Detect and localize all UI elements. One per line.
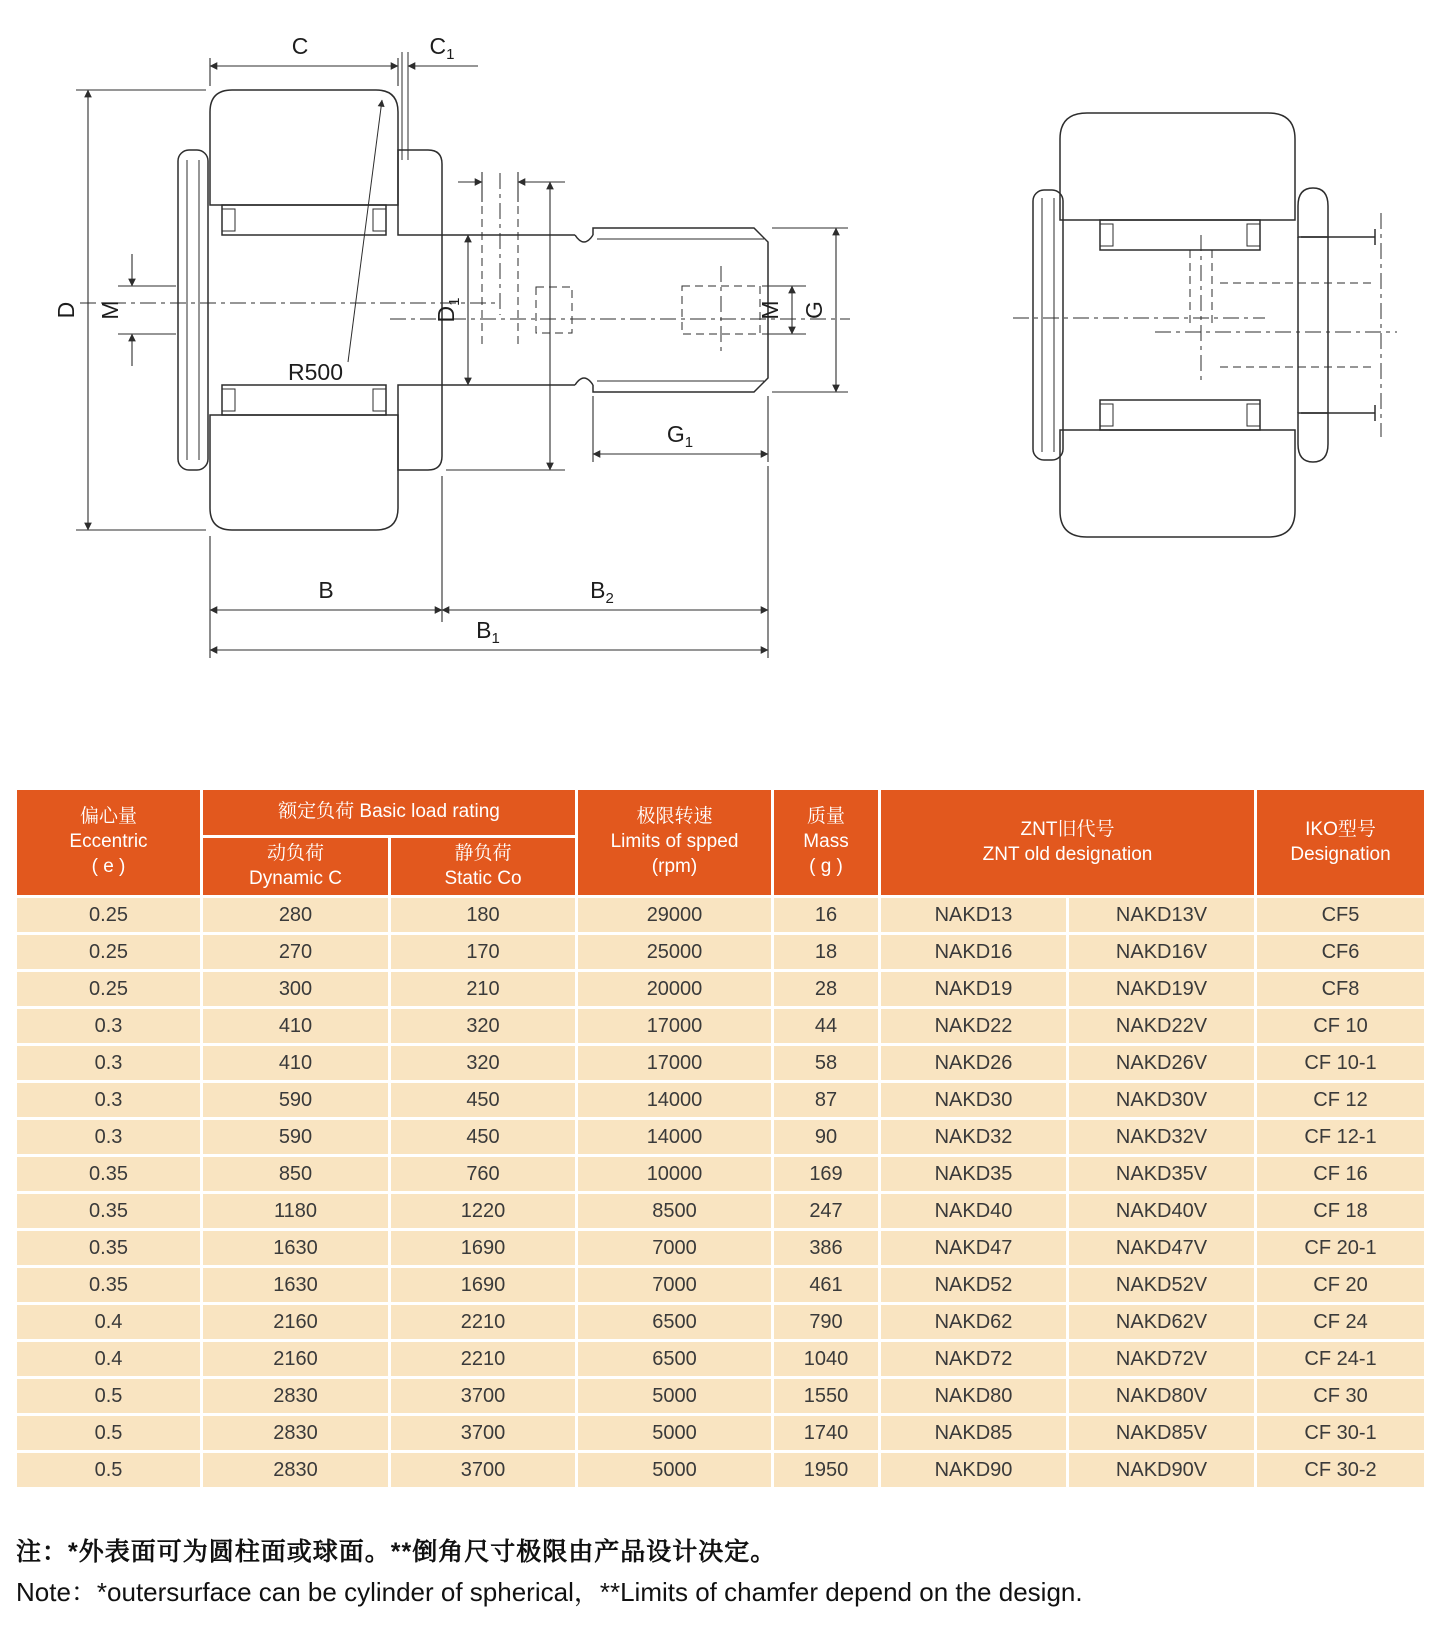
table-cell: NAKD32 [880, 1119, 1068, 1156]
table-cell: 590 [202, 1119, 390, 1156]
table-cell: 590 [202, 1082, 390, 1119]
table-cell: 29000 [577, 897, 773, 934]
table-cell: 14000 [577, 1082, 773, 1119]
table-row [16, 1267, 1426, 1304]
table-cell: 7000 [577, 1230, 773, 1267]
table-cell: 17000 [577, 1008, 773, 1045]
table-cell: 28 [773, 971, 880, 1008]
svg-text:G [801, 301, 827, 319]
header-iko-en: Designation [1290, 843, 1391, 865]
table-cell: NAKD35 [880, 1156, 1068, 1193]
dim-D1 [433, 235, 468, 385]
table-cell: 5000 [577, 1415, 773, 1452]
table-cell: 3700 [390, 1415, 577, 1452]
table-row [16, 1230, 1426, 1267]
table-cell: CF 10-1 [1256, 1045, 1426, 1082]
table-cell: 2830 [202, 1452, 390, 1489]
header-static-en: Static Co [444, 867, 522, 889]
right-washer [1298, 188, 1328, 462]
table-cell: 386 [773, 1230, 880, 1267]
table-cell: 0.35 [16, 1156, 202, 1193]
col-header-static [390, 837, 577, 897]
table-cell: 1220 [390, 1193, 577, 1230]
table-cell: 450 [390, 1082, 577, 1119]
outer-ring-section [210, 90, 398, 530]
table-cell: 2210 [390, 1304, 577, 1341]
table-cell: 180 [390, 897, 577, 934]
table-cell: 20000 [577, 971, 773, 1008]
table-cell: CF 10 [1256, 1008, 1426, 1045]
col-header-dynamic [202, 837, 390, 897]
table-cell: 790 [773, 1304, 880, 1341]
table-cell: 87 [773, 1082, 880, 1119]
table-cell: CF 30-1 [1256, 1415, 1426, 1452]
table-row [16, 1008, 1426, 1045]
table-cell: NAKD72 [880, 1341, 1068, 1378]
table-cell: CF 16 [1256, 1156, 1426, 1193]
table-cell: NAKD72V [1068, 1341, 1256, 1378]
dim-label-D: D [53, 301, 79, 319]
table-cell: 0.35 [16, 1230, 202, 1267]
table-cell: 0.4 [16, 1341, 202, 1378]
table-cell: NAKD13V [1068, 897, 1256, 934]
svg-text:C [292, 33, 309, 59]
table-cell: 760 [390, 1156, 577, 1193]
table-cell: NAKD19 [880, 971, 1068, 1008]
mating-shaft-lines [1220, 213, 1381, 437]
header-eccentric-zh: 偏心量 [79, 806, 137, 828]
table-cell: NAKD19V [1068, 971, 1256, 1008]
table-cell: CF 30-2 [1256, 1452, 1426, 1489]
table-cell: 2830 [202, 1378, 390, 1415]
table-cell: CF5 [1256, 897, 1426, 934]
dim-label-B2: $B_2$ [590, 577, 614, 607]
needle-rollers [1100, 220, 1260, 430]
table-cell: 0.5 [16, 1415, 202, 1452]
table-cell: NAKD40 [880, 1193, 1068, 1230]
col-header-limit-speed [577, 789, 773, 897]
header-speed-unit: (rpm) [651, 855, 698, 877]
dim-label-C: C [291, 33, 309, 59]
table-cell: NAKD80 [880, 1378, 1068, 1415]
table-cell: 0.3 [16, 1045, 202, 1082]
svg-text:M [97, 300, 123, 319]
table-cell: NAKD52 [880, 1267, 1068, 1304]
table-cell: NAKD26V [1068, 1045, 1256, 1082]
table-cell: NAKD26 [880, 1045, 1068, 1082]
table-cell: 0.3 [16, 1082, 202, 1119]
dim-M-left [97, 254, 176, 366]
table-cell: 1690 [390, 1267, 577, 1304]
dim-label-M-right: M [757, 300, 783, 320]
note-chinese: 注：*外表面可为圆柱面或球面。**倒角尺寸极限由产品设计决定。 [16, 1538, 777, 1566]
table-row [16, 1304, 1426, 1341]
table-cell: 0.4 [16, 1304, 202, 1341]
table-cell: NAKD16V [1068, 934, 1256, 971]
table-cell: CF 20 [1256, 1267, 1426, 1304]
table-cell: 1690 [390, 1230, 577, 1267]
dim-label-G: G [801, 301, 827, 319]
table-cell: 2830 [202, 1415, 390, 1452]
table-cell: 1950 [773, 1452, 880, 1489]
table-cell: NAKD16 [880, 934, 1068, 971]
header-mass-zh: 质量 [806, 806, 845, 828]
table-cell: NAKD30 [880, 1082, 1068, 1119]
table-cell: 0.35 [16, 1193, 202, 1230]
table-cell: 5000 [577, 1378, 773, 1415]
table-cell: 1040 [773, 1341, 880, 1378]
table-row [16, 1415, 1426, 1452]
table-cell: 3700 [390, 1378, 577, 1415]
centerlines [1013, 318, 1397, 332]
dim-C [210, 33, 398, 86]
table-cell: NAKD62 [880, 1304, 1068, 1341]
table-cell: 0.25 [16, 934, 202, 971]
header-dynamic-en: Dynamic C [249, 867, 342, 889]
table-row [16, 971, 1426, 1008]
dim-G1 [593, 396, 768, 462]
grease-hole-hidden-lines [1190, 235, 1212, 380]
table-row [16, 897, 1426, 934]
svg-text:D [53, 302, 79, 319]
table-cell: CF 20-1 [1256, 1230, 1426, 1267]
table-cell: NAKD47V [1068, 1230, 1256, 1267]
table-cell: 300 [202, 971, 390, 1008]
table-cell: 0.25 [16, 971, 202, 1008]
table-cell: 0.3 [16, 1008, 202, 1045]
table-cell: NAKD32V [1068, 1119, 1256, 1156]
table-cell: NAKD47 [880, 1230, 1068, 1267]
table-cell: 7000 [577, 1267, 773, 1304]
header-basic-load-label: 额定负荷 Basic load rating [278, 801, 500, 823]
table-cell: 5000 [577, 1452, 773, 1489]
spec-table-body [16, 897, 1426, 1489]
table-cell: 461 [773, 1267, 880, 1304]
table-row [16, 1452, 1426, 1489]
table-cell: 3700 [390, 1452, 577, 1489]
table-row [16, 1156, 1426, 1193]
table-cell: 850 [202, 1156, 390, 1193]
header-dynamic-zh: 动负荷 [266, 842, 324, 864]
col-header-basic-load-rating [202, 789, 577, 837]
table-cell: 18 [773, 934, 880, 971]
table-cell: CF 12 [1256, 1082, 1426, 1119]
side-washer [178, 150, 208, 470]
table-cell: CF 24-1 [1256, 1341, 1426, 1378]
table-row [16, 934, 1426, 971]
table-cell: CF 12-1 [1256, 1119, 1426, 1156]
table-cell: NAKD22 [880, 1008, 1068, 1045]
dim-label-C1: $C_1$ [429, 33, 455, 63]
table-cell: 58 [773, 1045, 880, 1082]
table-cell: NAKD35V [1068, 1156, 1256, 1193]
table-cell: NAKD85 [880, 1415, 1068, 1452]
table-cell: 25000 [577, 934, 773, 971]
table-cell: NAKD85V [1068, 1415, 1256, 1452]
dim-R500 [288, 100, 382, 385]
dim-label-D1: $D_1$ [433, 297, 463, 323]
table-cell: 320 [390, 1008, 577, 1045]
table-cell: 14000 [577, 1119, 773, 1156]
header-static-zh: 静负荷 [454, 842, 512, 864]
centerlines [80, 303, 850, 319]
table-cell: NAKD90V [1068, 1452, 1256, 1489]
table-cell: CF 18 [1256, 1193, 1426, 1230]
table-cell: 247 [773, 1193, 880, 1230]
table-cell: 2210 [390, 1341, 577, 1378]
dim-label-B: B [318, 577, 334, 603]
table-cell: 6500 [577, 1304, 773, 1341]
side-washer [1033, 190, 1063, 460]
table-cell: 410 [202, 1008, 390, 1045]
header-iko-zh: IKO型号 [1305, 818, 1376, 840]
dim-B-group [210, 466, 768, 658]
dim-M-right [757, 286, 806, 334]
table-cell: CF 30 [1256, 1378, 1426, 1415]
table-cell: NAKD90 [880, 1452, 1068, 1489]
flange-dim [446, 182, 565, 470]
table-cell: NAKD40V [1068, 1193, 1256, 1230]
table-cell: 17000 [577, 1045, 773, 1082]
table-row [16, 1119, 1426, 1156]
header-speed-zh: 极限转速 [636, 806, 713, 828]
note-english: Note：*outersurface can be cylinder of spherical，**Limits of chamfer depend on the design. [16, 1577, 1083, 1607]
table-cell: 280 [202, 897, 390, 934]
table-row [16, 1378, 1426, 1415]
table-row [16, 1045, 1426, 1082]
dim-label-R500: R500 [288, 359, 343, 385]
table-cell: 1740 [773, 1415, 880, 1452]
header-eccentric-unit: ( e ) [91, 855, 126, 877]
table-cell: 6500 [577, 1341, 773, 1378]
cam-follower-section-drawing [30, 10, 860, 670]
dim-G [772, 228, 848, 392]
header-znt-en: ZNT old designation [982, 843, 1153, 865]
table-row [16, 1193, 1426, 1230]
header-mass-en: Mass [803, 831, 849, 853]
table-cell: 410 [202, 1045, 390, 1082]
header-mass-unit: ( g ) [809, 855, 843, 877]
table-cell: 320 [390, 1045, 577, 1082]
table-row [16, 1082, 1426, 1119]
table-cell: CF 24 [1256, 1304, 1426, 1341]
table-cell: CF6 [1256, 934, 1426, 971]
table-cell: 1630 [202, 1267, 390, 1304]
table-cell: NAKD52V [1068, 1267, 1256, 1304]
header-znt-zh: ZNT旧代号 [1020, 818, 1115, 840]
table-cell: 2160 [202, 1341, 390, 1378]
dim-label-B1: $B_1$ [476, 617, 500, 647]
dim-label-G1: $G_1$ [666, 421, 694, 451]
hex-socket-hidden-lines [682, 266, 760, 354]
table-cell: 1550 [773, 1378, 880, 1415]
outer-ring-section [1060, 113, 1295, 537]
table-cell: NAKD13 [880, 897, 1068, 934]
header-speed-en: Limits of spped [610, 831, 739, 853]
table-cell: 8500 [577, 1193, 773, 1230]
svg-text:B [318, 577, 333, 603]
dim-D [53, 90, 206, 530]
header-eccentric-en: Eccentric [69, 831, 148, 853]
table-cell: 0.5 [16, 1378, 202, 1415]
table-cell: 90 [773, 1119, 880, 1156]
table-row [16, 1341, 1426, 1378]
table-cell: 169 [773, 1156, 880, 1193]
col-header-mass [773, 789, 880, 897]
table-cell: 0.25 [16, 897, 202, 934]
svg-text:M [757, 300, 783, 319]
dim-C1 [402, 33, 478, 160]
grease-hole-dim [458, 172, 565, 202]
svg-text:R500 [288, 359, 343, 385]
table-cell: 450 [390, 1119, 577, 1156]
table-cell: 0.5 [16, 1452, 202, 1489]
dim-label-M-left: M [97, 300, 123, 320]
table-cell: CF8 [1256, 971, 1426, 1008]
table-cell: 10000 [577, 1156, 773, 1193]
table-cell: 2160 [202, 1304, 390, 1341]
table-cell: 0.3 [16, 1119, 202, 1156]
table-cell: 1630 [202, 1230, 390, 1267]
col-header-znt-old [880, 789, 1256, 897]
table-cell: NAKD80V [1068, 1378, 1256, 1415]
table-cell: NAKD30V [1068, 1082, 1256, 1119]
col-header-eccentric [16, 789, 202, 897]
table-cell: 270 [202, 934, 390, 971]
table-cell: 0.35 [16, 1267, 202, 1304]
table-cell: 1180 [202, 1193, 390, 1230]
spec-table [14, 787, 1424, 1490]
table-cell: 210 [390, 971, 577, 1008]
col-header-iko [1256, 789, 1426, 897]
table-cell: 16 [773, 897, 880, 934]
thread-section [593, 228, 768, 392]
table-cell: 44 [773, 1008, 880, 1045]
table-cell: NAKD22V [1068, 1008, 1256, 1045]
yoke-follower-section-drawing [1005, 85, 1405, 585]
table-cell: NAKD62V [1068, 1304, 1256, 1341]
table-cell: 170 [390, 934, 577, 971]
